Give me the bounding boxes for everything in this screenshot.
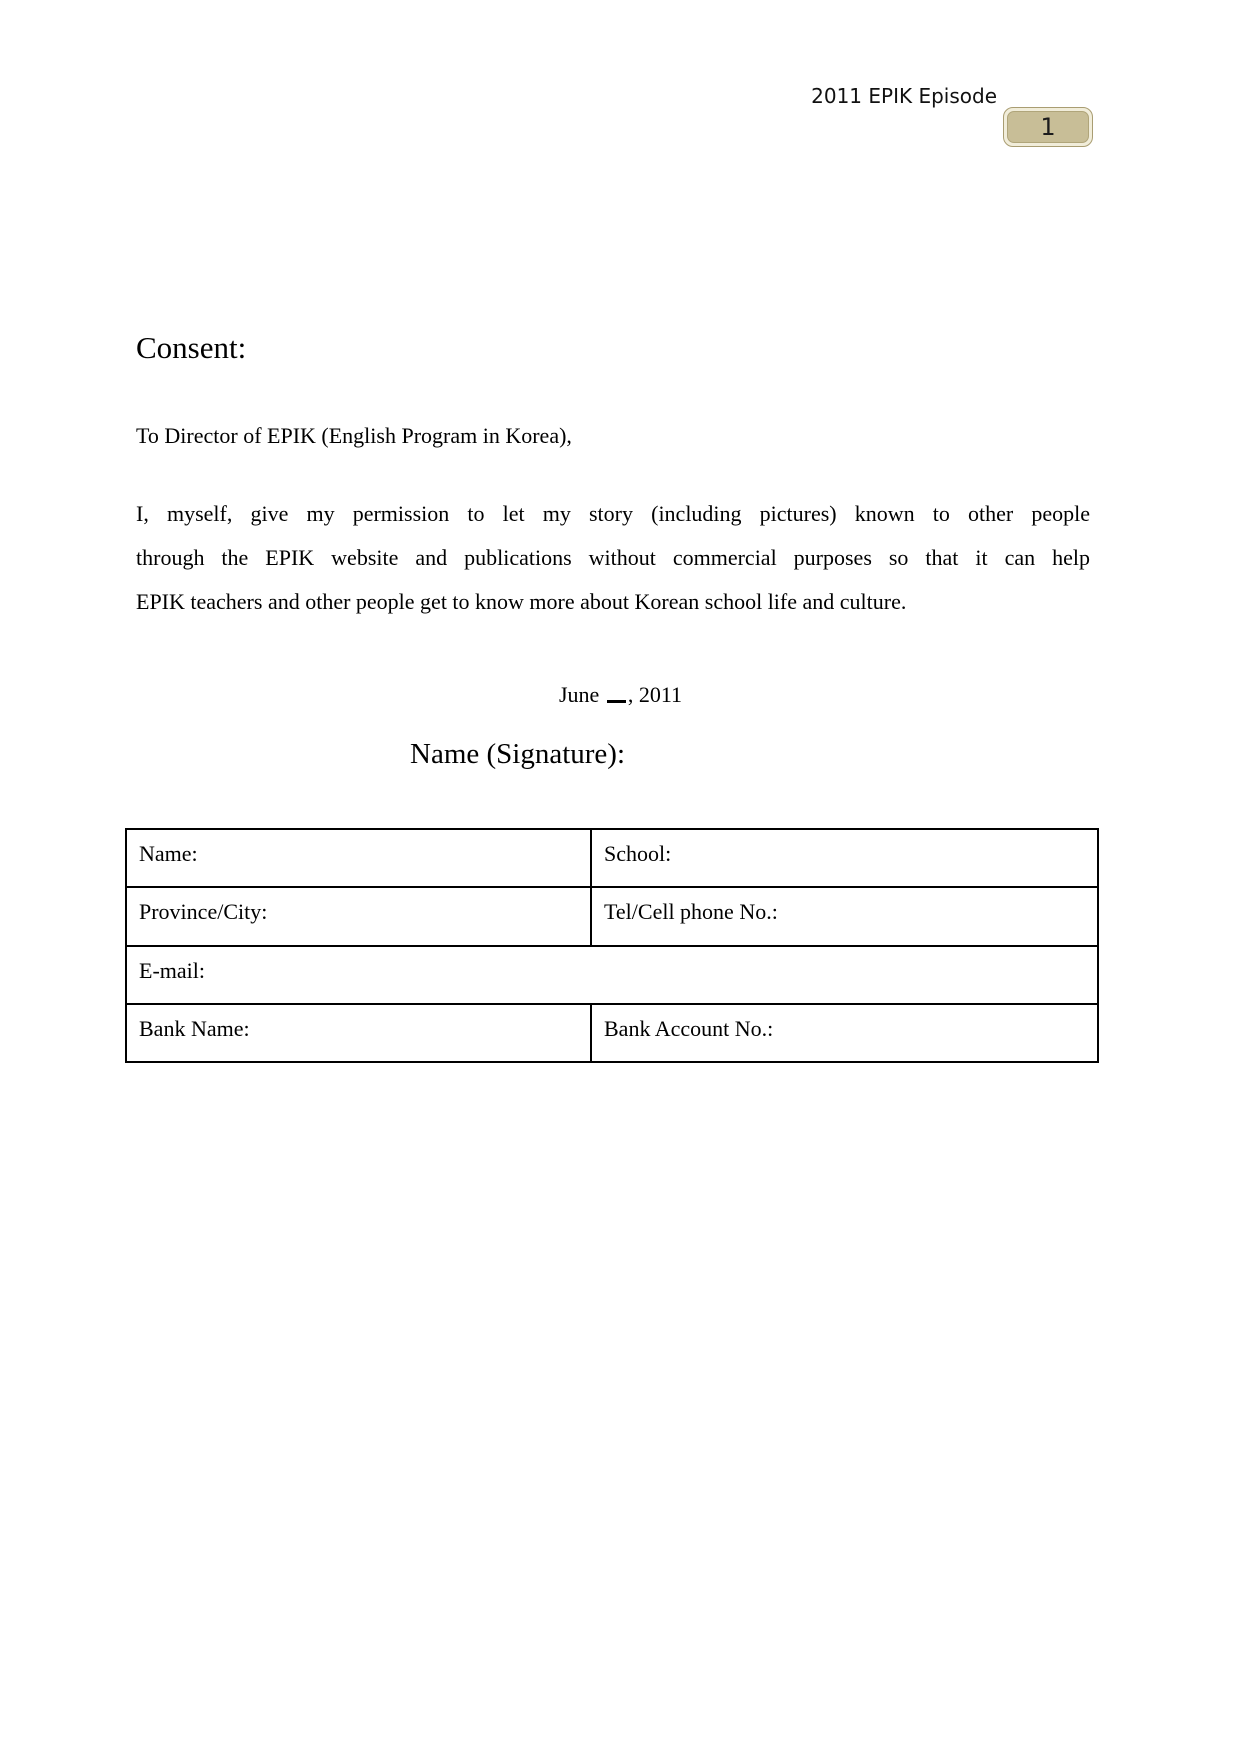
- date-prefix: June: [558, 682, 600, 707]
- consent-heading: Consent:: [136, 330, 247, 365]
- email-field-cell[interactable]: [126, 946, 1098, 1004]
- page-number: 1: [1007, 111, 1089, 143]
- name-field-cell[interactable]: [126, 829, 591, 887]
- province-city-field-cell[interactable]: [126, 887, 591, 945]
- table-row: [126, 887, 1098, 945]
- consent-paragraph: [136, 492, 1090, 624]
- province-city-field-label: Province/City:: [139, 899, 268, 925]
- paragraph-line-2: through the EPIK website and publications without commercial purposes so that it can help: [136, 545, 1090, 570]
- signature-label: Name (Signature):: [410, 738, 626, 770]
- date-suffix: , 2011: [627, 682, 682, 707]
- phone-field-label: Tel/Cell phone No.:: [604, 899, 778, 925]
- date-day-blank[interactable]: [607, 700, 626, 703]
- phone-field-cell[interactable]: [591, 887, 1098, 945]
- bank-name-field-label: Bank Name:: [139, 1015, 250, 1041]
- paragraph-line-1: I, myself, give my permission to let my story (including pictures) known to other people: [136, 501, 1090, 526]
- school-field-label: School:: [604, 841, 672, 866]
- school-field-cell[interactable]: [591, 829, 1098, 887]
- email-field-label: E-mail:: [139, 957, 205, 983]
- name-field-label: Name:: [139, 841, 198, 866]
- contact-form-table: [125, 828, 1099, 1063]
- table-row: [126, 1004, 1098, 1062]
- page-number-badge: [1003, 107, 1093, 147]
- bank-name-field-cell[interactable]: [126, 1004, 591, 1062]
- table-row: [126, 829, 1098, 887]
- date-line: [0, 680, 1241, 710]
- bank-account-field-label: Bank Account No.:: [604, 1015, 774, 1041]
- paragraph-line-3: EPIK teachers and other people get to know more about Korean school life and culture.: [136, 589, 907, 614]
- header-title: 2011 EPIK Episode: [811, 84, 997, 108]
- table-row: [126, 946, 1098, 1004]
- salutation-line: To Director of EPIK (English Program in Korea),: [136, 423, 572, 448]
- bank-account-field-cell[interactable]: [591, 1004, 1098, 1062]
